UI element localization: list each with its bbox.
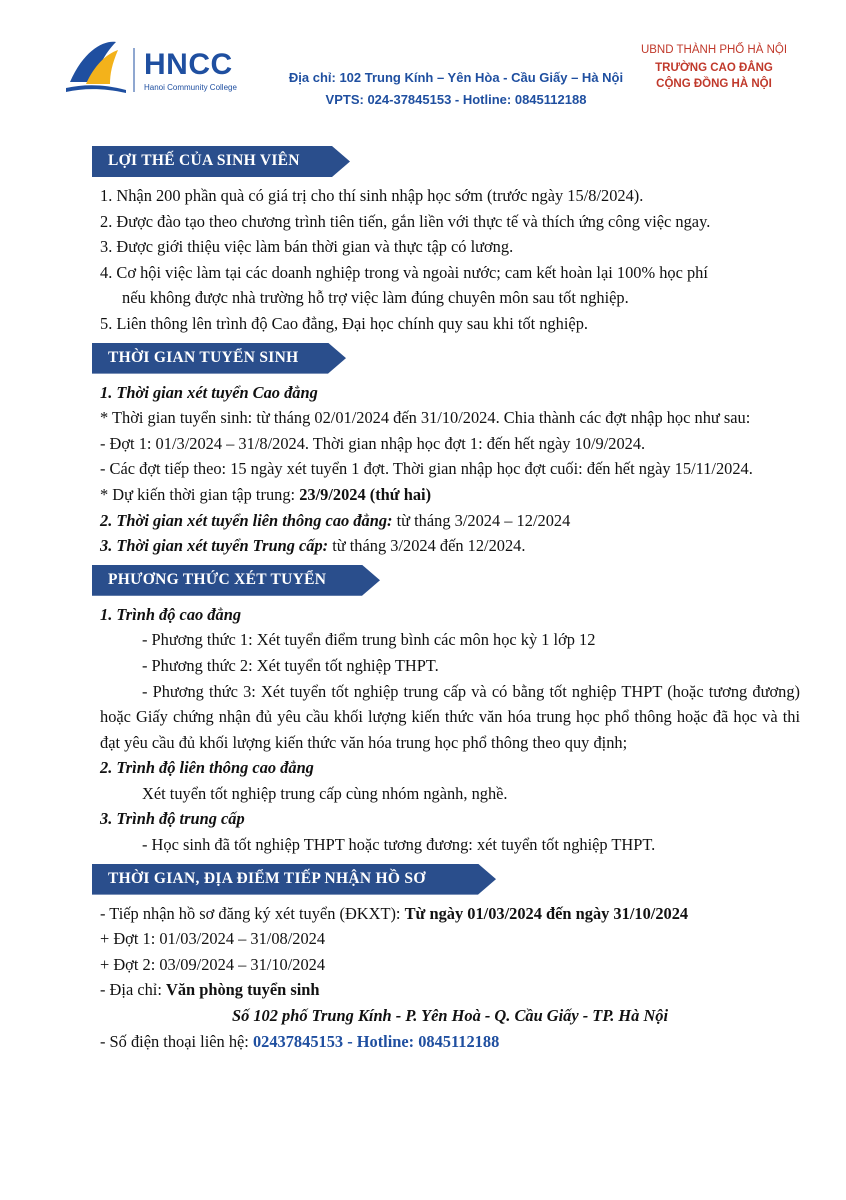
paragraph: * Thời gian tuyển sinh: từ tháng 02/01/2024 đến 31/10/2024. Chia thành các đợt nhập học như sau: (100, 408, 751, 428)
text: * Dự kiến thời gian tập trung: (100, 484, 300, 504)
office-address: Số 102 phố Trung Kính - P. Yên Hoà - Q. Cầu Giấy - TP. Hà Nội (231, 1006, 669, 1026)
section-banner-benefits (100, 146, 800, 177)
paragraph: + Đợt 1: 01/03/2024 – 31/08/2024 (100, 929, 326, 949)
contact-phone: 02437845153 - Hotline: 0845112188 (252, 1031, 500, 1051)
admission-time-body (100, 380, 800, 559)
bold-date: 23/9/2024 (thứ hai) (299, 484, 432, 504)
office-name: Văn phòng tuyển sinh (166, 980, 320, 1000)
subheading: 1. Trình độ cao đẳng (100, 604, 242, 624)
paragraph: + Đợt 2: 03/09/2024 – 31/10/2024 (100, 954, 326, 974)
list-item-continued: nếu không được nhà trường hỗ trợ việc làm đúng chuyên môn sau tốt nghiệp. (122, 288, 629, 308)
section-banner-submission (100, 864, 800, 895)
paragraph (100, 533, 800, 559)
paragraph: - Phương thức 1: Xét tuyển điểm trung bình các môn học kỳ 1 lớp 12 (142, 630, 596, 650)
org-line-2: TRƯỜNG CAO ĐẲNG (655, 62, 773, 74)
section-title: LỢI THẾ CỦA SINH VIÊN (108, 152, 300, 169)
subheading: 3. Thời gian xét tuyển Trung cấp: (100, 536, 329, 556)
logo-text: HNCC (144, 48, 233, 81)
paragraph: - Đợt 1: 01/3/2024 – 31/8/2024. Thời gian nhập học đợt 1: đến hết ngày 10/9/2024. (100, 433, 646, 453)
list-item: 3. Được giới thiệu việc làm bán thời gian và thực tập có lương. (100, 237, 514, 257)
paragraph: - Phương thức 2: Xét tuyển tốt nghiệp THPT. (142, 655, 439, 675)
paragraph (100, 508, 800, 534)
submission-body (100, 901, 800, 1055)
bold-date-range: Từ ngày 01/03/2024 đến ngày 31/10/2024 (404, 903, 689, 923)
text: - Tiếp nhận hồ sơ đăng ký xét tuyển (ĐKXT): (100, 903, 405, 923)
text: - Địa chỉ: (100, 980, 166, 1000)
paragraph: Xét tuyển tốt nghiệp trung cấp cùng nhóm ngành, nghề. (142, 783, 508, 803)
org-line-1: UBND THÀNH PHỐ HÀ NỘI (640, 44, 788, 56)
subheading: 1. Thời gian xét tuyển Cao đẳng (100, 382, 318, 402)
section-banner-admission-time (100, 343, 800, 374)
methods-body (100, 602, 800, 858)
subheading: 2. Trình độ liên thông cao đẳng (100, 758, 314, 778)
document-body (100, 146, 800, 1060)
paragraph (100, 977, 800, 1003)
list-item: 4. Cơ hội việc làm tại các doanh nghiệp trong và ngoài nước; cam kết hoàn lại 100% học phí (100, 262, 708, 282)
section-title: THỜI GIAN, ĐỊA ĐIỂM TIẾP NHẬN HỒ SƠ (108, 869, 426, 887)
paragraph (100, 1029, 800, 1055)
address-line: Địa chỉ: 102 Trung Kính – Yên Hòa - Cầu Giấy – Hà Nội (288, 70, 624, 85)
list-item: 1. Nhận 200 phần quà có giá trị cho thí sinh nhập học sớm (trước ngày 15/8/2024). (100, 186, 644, 205)
logo-subtitle: Hanoi Community College (144, 83, 237, 92)
section-title: THỜI GIAN TUYỂN SINH (108, 348, 299, 366)
list-item: 2. Được đào tạo theo chương trình tiên tiến, gắn liền với thực tế và thích ứng công việc ngay. (100, 211, 711, 231)
benefits-list (100, 183, 800, 337)
text: từ tháng 3/2024 đến 12/2024. (328, 536, 526, 556)
text: từ tháng 3/2024 – 12/2024 (392, 510, 571, 530)
phone-line: VPTS: 024-37845153 - Hotline: 0845112188 (325, 92, 587, 107)
subheading: 2. Thời gian xét tuyển liên thông cao đẳng: (100, 510, 393, 530)
list-item: 5. Liên thông lên trình độ Cao đẳng, Đại học chính quy sau khi tốt nghiệp. (100, 313, 588, 333)
paragraph (100, 482, 800, 508)
text: - Số điện thoại liên hệ: (100, 1031, 253, 1051)
paragraph: - Học sinh đã tốt nghiệp THPT hoặc tương đương: xét tuyển tốt nghiệp THPT. (142, 835, 656, 855)
section-banner-methods (100, 565, 800, 596)
page-header (0, 0, 846, 120)
section-title: PHƯƠNG THỨC XÉT TUYỂN (108, 570, 327, 588)
paragraph (100, 901, 800, 927)
subheading: 3. Trình độ trung cấp (100, 809, 245, 829)
org-line-3: CỘNG ĐỒNG HÀ NỘI (656, 78, 772, 90)
paragraph: - Các đợt tiếp theo: 15 ngày xét tuyển 1 đợt. Thời gian nhập học đợt cuối: đến hết ngày 15/11/2024. (100, 459, 753, 479)
paragraph: - Phương thức 3: Xét tuyển tốt nghiệp trung cấp và có bằng tốt nghiệp THPT (hoặc tương đương) hoặc Giấy chứng nhận đủ yêu cầu khối lượng kiến thức văn hóa trung học phổ thông hoặc đã học và thi đạt yêu cầu đủ khối lượng kiến thức văn hóa trung học phổ thông theo quy định; (100, 681, 800, 752)
